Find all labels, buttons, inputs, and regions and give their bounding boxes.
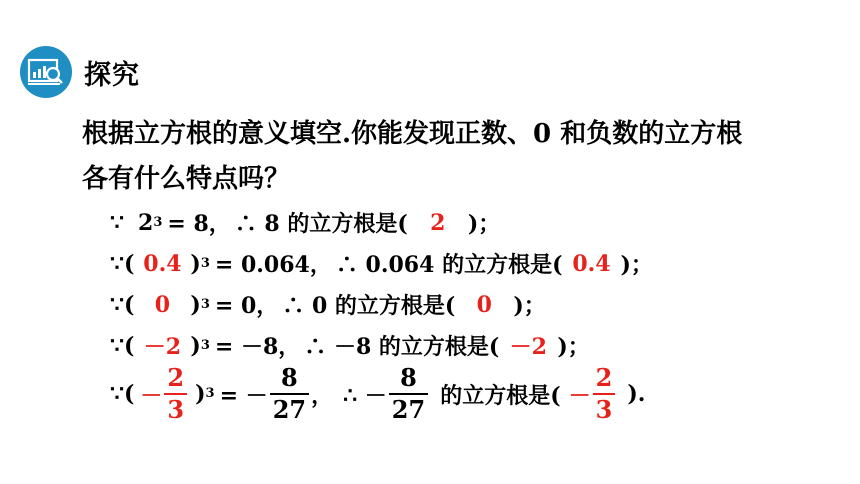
fill-close: ) xyxy=(190,332,201,359)
because-symbol: ∵( xyxy=(110,332,135,359)
therefore-clause: ∴ － xyxy=(343,382,387,409)
fraction-denominator: 3 xyxy=(593,393,616,422)
therefore-fraction xyxy=(389,363,428,424)
section-header xyxy=(20,46,140,98)
because-symbol: ∵( xyxy=(110,381,135,407)
equation-row-1: ∵ 2 3 = 8， ∴ 8 的立方根是( 2 )； xyxy=(110,207,500,238)
base-value: 2 xyxy=(138,209,154,236)
because-symbol: ∵( xyxy=(110,250,135,277)
fill-value: 0 xyxy=(154,291,171,318)
equals-clause: = 0， xyxy=(214,293,279,319)
comma: ， xyxy=(311,382,334,409)
because-symbol: ∵ xyxy=(110,209,124,236)
fraction-denominator: 27 xyxy=(389,393,428,422)
equation-row-2: ∵( 0.4 ) 3 = 0.064， ∴ 0.064 的立方根是( 0.4 )； xyxy=(110,248,653,279)
close-paren: )； xyxy=(620,252,653,278)
therefore-clause: ∴ 0 的立方根是( xyxy=(282,293,456,319)
because-symbol: ∵( xyxy=(110,291,135,318)
fraction-numerator: 2 xyxy=(595,363,613,392)
cube-root-label: 的立方根是( xyxy=(440,382,561,409)
fill-value: －2 xyxy=(143,334,182,360)
answer-value: 2 xyxy=(430,209,446,236)
therefore-clause: ∴ －8 的立方根是( xyxy=(304,334,500,360)
fill-close: ) xyxy=(190,250,201,277)
equals-clause: = 0.064， xyxy=(214,252,332,278)
fraction-denominator: 27 xyxy=(270,393,309,422)
equals-clause: = 8， xyxy=(167,211,231,237)
answer-value: －2 xyxy=(509,334,547,360)
therefore-clause: ∴ 0.064 的立方根是( xyxy=(335,252,563,278)
fill-close: ) xyxy=(195,381,206,407)
fraction-numerator: 2 xyxy=(167,363,185,392)
fraction-denominator: 3 xyxy=(164,393,187,422)
answer-value: 0.4 xyxy=(572,250,611,277)
fill-close: ) xyxy=(190,291,201,318)
fraction-numerator: 8 xyxy=(400,363,417,392)
chart-magnifier-icon xyxy=(20,46,72,98)
fill-fraction xyxy=(164,363,187,424)
close-paren: )； xyxy=(557,334,590,360)
answer-value: 0 xyxy=(476,291,492,318)
equation-row-4: ∵( －2 ) 3 = －8， ∴ －8 的立方根是( －2 )； xyxy=(110,330,590,361)
fill-value: 0.4 xyxy=(143,250,182,277)
therefore-clause: ∴ 8 的立方根是( xyxy=(234,211,408,237)
answer-fraction xyxy=(593,363,616,424)
close-paren: )； xyxy=(467,211,501,237)
equals-clause: = －8， xyxy=(214,334,301,360)
answer-sign: － xyxy=(568,382,591,409)
equation-row-3: ∵( 0 ) 3 = 0， ∴ 0 的立方根是( 0 )； xyxy=(110,289,546,320)
section-title: 探究 xyxy=(84,59,140,91)
intro-paragraph xyxy=(82,112,822,202)
fraction-numerator: 8 xyxy=(281,363,298,392)
fill-sign: － xyxy=(140,382,163,409)
close-paren: )； xyxy=(513,293,546,319)
equation-row-5: ∵( － $\frac{2}{3}$ ) 3 = － $\frac{8}{27}$ ， ∴ － $\frac{8}{27}$ 的立方根是( － $\frac{2}{3}$ ). xyxy=(110,363,646,424)
result-fraction xyxy=(270,363,309,424)
equals-clause: = － xyxy=(219,382,268,409)
intro-line-1: 根据立方根的意义填空.你能发现正数、0 和负数的立方根 xyxy=(82,119,743,149)
intro-line-2: 各有什么特点吗？ xyxy=(82,164,291,194)
close-paren: ). xyxy=(627,381,646,407)
